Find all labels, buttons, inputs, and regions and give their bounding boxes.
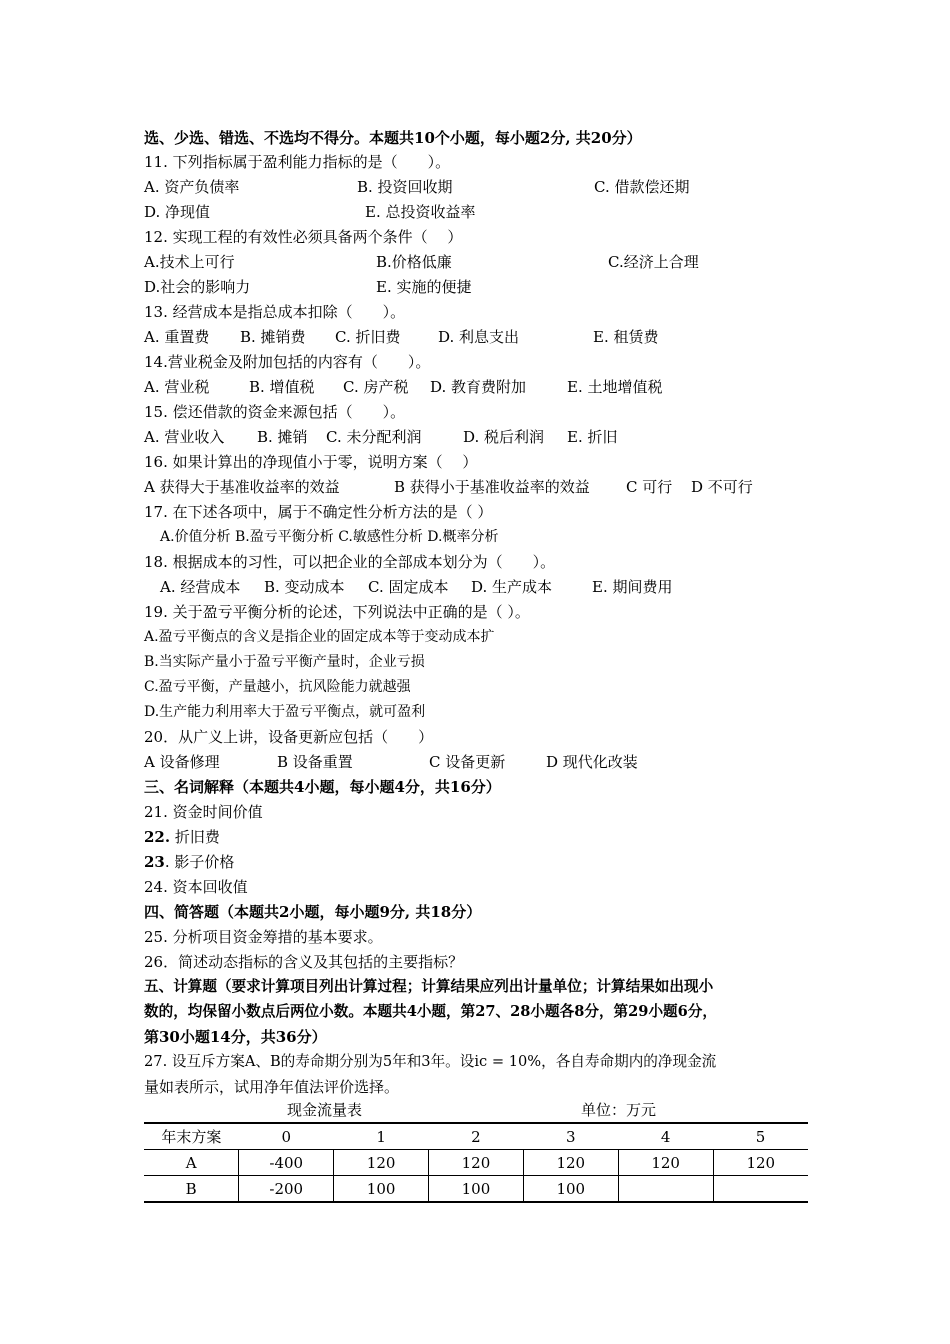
- q18-option-a: A. 经营成本: [160, 578, 241, 596]
- q22-text: 折旧费: [170, 828, 220, 846]
- table-cell: 120: [334, 1150, 429, 1176]
- q15-option-d: D. 税后利润: [463, 428, 545, 446]
- q14-option-c: C. 房产税: [343, 378, 409, 396]
- section-5-title-line1: 五、计算题（要求计算项目列出计算过程；计算结果应列出计量单位；计算结果如出现小: [144, 978, 714, 995]
- table-cell: [618, 1176, 713, 1203]
- question-19: 19. 关于盈亏平衡分析的论述，下列说法中正确的是（ ）。: [144, 603, 530, 621]
- table-header-cell: 3: [523, 1123, 618, 1150]
- table-header-cell: 1: [334, 1123, 429, 1150]
- q16-option-b: B 获得小于基准收益率的效益: [394, 478, 590, 496]
- table-cell: 100: [429, 1176, 524, 1203]
- q23-text: . 影子价格: [164, 853, 235, 871]
- q18-option-c: C. 固定成本: [368, 578, 449, 596]
- q19-option-b: B.当实际产量小于盈亏平衡产量时，企业亏损: [144, 654, 425, 670]
- table-cell: [713, 1176, 808, 1203]
- q14-options: [144, 377, 808, 397]
- question-14: 14.营业税金及附加包括的内容有（ ）。: [144, 353, 431, 371]
- section-5-title-line2: 数的，均保留小数点后两位小数。本题共4小题，第27、28小题各8分，第29小题6分，: [144, 1003, 717, 1020]
- q17-options: A.价值分析 B.盈亏平衡分析 C.敏感性分析 D.概率分析: [160, 529, 499, 545]
- table-cell: -400: [239, 1150, 334, 1176]
- q20-option-a: A 设备修理: [144, 753, 220, 771]
- question-18: 18. 根据成本的习性，可以把企业的全部成本划分为（ ）。: [144, 553, 556, 571]
- question-24: 24. 资本回收值: [144, 878, 248, 896]
- q13-options: [144, 327, 808, 347]
- table-cell: 120: [429, 1150, 524, 1176]
- q19-option-d: D.生产能力利用率大于盈亏平衡点，就可盈利: [144, 704, 426, 720]
- q12-options-row1: [144, 252, 808, 272]
- question-23: [144, 852, 234, 872]
- q20-options: [144, 752, 808, 772]
- q23-number: 23: [144, 853, 165, 871]
- table-cell: -200: [239, 1176, 334, 1203]
- q18-option-d: D. 生产成本: [471, 578, 553, 596]
- q13-option-b: B. 摊销费: [240, 328, 306, 346]
- q16-options: [144, 477, 808, 497]
- question-20: 20．从广义上讲，设备更新应包括（ ）: [144, 728, 434, 746]
- section-instruction: 选、少选、错选、不选均不得分。本题共10个小题，每小题2分, 共20分）: [144, 129, 642, 147]
- q18-options: [160, 577, 808, 597]
- table-header-cell: 2: [429, 1123, 524, 1150]
- question-15: 15. 偿还借款的资金来源包括（ ）。: [144, 403, 406, 421]
- question-12: 12. 实现工程的有效性必须具备两个条件（ ）: [144, 228, 463, 246]
- question-27-line1: 27. 设互斥方案A、B的寿命期分别为5年和3年。设ic = 10%，各自寿命期内的净现金流: [144, 1053, 717, 1070]
- question-25: 25. 分析项目资金筹措的基本要求。: [144, 928, 383, 946]
- q15-option-a: A. 营业收入: [144, 428, 225, 446]
- table-header-cell: 5: [713, 1123, 808, 1150]
- q12-option-c: C.经济上合理: [608, 253, 699, 271]
- question-21: 21. 资金时间价值: [144, 803, 263, 821]
- q16-option-c: C 可行: [626, 478, 673, 496]
- section-5-title-line3: 第30小题14分，共36分）: [144, 1028, 327, 1046]
- cash-flow-table: [144, 1122, 808, 1203]
- q18-option-e: E. 期间费用: [592, 578, 673, 596]
- table-cell: B: [144, 1176, 239, 1203]
- q19-option-a: A.盈亏平衡点的含义是指企业的固定成本等于变动成本扩: [144, 629, 495, 645]
- q12-option-b: B.价格低廉: [376, 253, 452, 271]
- q11-option-d: D. 净现值: [144, 203, 211, 221]
- q11-options-row2: [144, 202, 808, 222]
- q20-option-c: C 设备更新: [429, 753, 506, 771]
- table-header-row: [144, 1123, 808, 1150]
- table-header-cell: 4: [618, 1123, 713, 1150]
- section-4-title: 四、简答题（本题共2小题，每小题9分, 共18分）: [144, 903, 482, 921]
- q16-option-a: A 获得大于基准收益率的效益: [144, 478, 340, 496]
- question-22: [144, 827, 220, 847]
- q12-options-row2: [144, 277, 808, 297]
- q11-option-b: B. 投资回收期: [357, 178, 453, 196]
- question-11: 11. 下列指标属于盈利能力指标的是（ ）。: [144, 153, 451, 171]
- q22-number: 22.: [144, 828, 171, 846]
- table-row: [144, 1150, 808, 1176]
- q14-option-d: D. 教育费附加: [430, 378, 527, 396]
- q12-option-a: A.技术上可行: [144, 253, 235, 271]
- question-26: 26．简述动态指标的含义及其包括的主要指标？: [144, 953, 464, 971]
- q14-option-b: B. 增值税: [249, 378, 315, 396]
- table-cell: 120: [618, 1150, 713, 1176]
- table-cell: 100: [523, 1176, 618, 1203]
- table-header-cell: 0: [239, 1123, 334, 1150]
- question-16: 16. 如果计算出的净现值小于零，说明方案（ ）: [144, 453, 478, 471]
- q15-option-c: C. 未分配利润: [326, 428, 422, 446]
- question-17: 17. 在下述各项中，属于不确定性分析方法的是（ ）: [144, 503, 493, 521]
- q16-option-d: D 不可行: [691, 478, 753, 496]
- q13-option-e: E. 租赁费: [593, 328, 659, 346]
- table-title: 现金流量表: [287, 1101, 363, 1119]
- q13-option-a: A. 重置费: [144, 328, 210, 346]
- q20-option-d: D 现代化改装: [546, 753, 638, 771]
- table-cell: 120: [713, 1150, 808, 1176]
- question-13: 13. 经营成本是指总成本扣除（ ）。: [144, 303, 406, 321]
- section-3-title: 三、名词解释（本题共4小题，每小题4分，共16分）: [144, 778, 501, 796]
- q11-option-c: C. 借款偿还期: [594, 178, 690, 196]
- table-unit: 单位：万元: [581, 1101, 657, 1119]
- q12-option-d: D.社会的影响力: [144, 278, 251, 296]
- q11-option-a: A. 资产负债率: [144, 178, 240, 196]
- q15-option-e: E. 折旧: [567, 428, 618, 446]
- table-header-cell: 年末方案: [144, 1123, 239, 1150]
- question-27-line2: 量如表所示，试用净年值法评价选择。: [144, 1078, 400, 1096]
- q19-option-c: C.盈亏平衡，产量越小，抗风险能力就越强: [144, 679, 411, 695]
- q11-options-row1: [144, 177, 808, 197]
- q18-option-b: B. 变动成本: [264, 578, 345, 596]
- table-cell: 100: [334, 1176, 429, 1203]
- table-cell: A: [144, 1150, 239, 1176]
- q14-option-a: A. 营业税: [144, 378, 210, 396]
- q14-option-e: E. 土地增值税: [567, 378, 663, 396]
- q13-option-d: D. 利息支出: [438, 328, 520, 346]
- q12-option-e: E. 实施的便捷: [376, 278, 472, 296]
- q20-option-b: B 设备重置: [277, 753, 353, 771]
- q15-options: [144, 427, 808, 447]
- table-row: [144, 1176, 808, 1203]
- q13-option-c: C. 折旧费: [335, 328, 401, 346]
- table-cell: 120: [523, 1150, 618, 1176]
- q11-option-e: E. 总投资收益率: [365, 203, 476, 221]
- q15-option-b: B. 摊销: [257, 428, 308, 446]
